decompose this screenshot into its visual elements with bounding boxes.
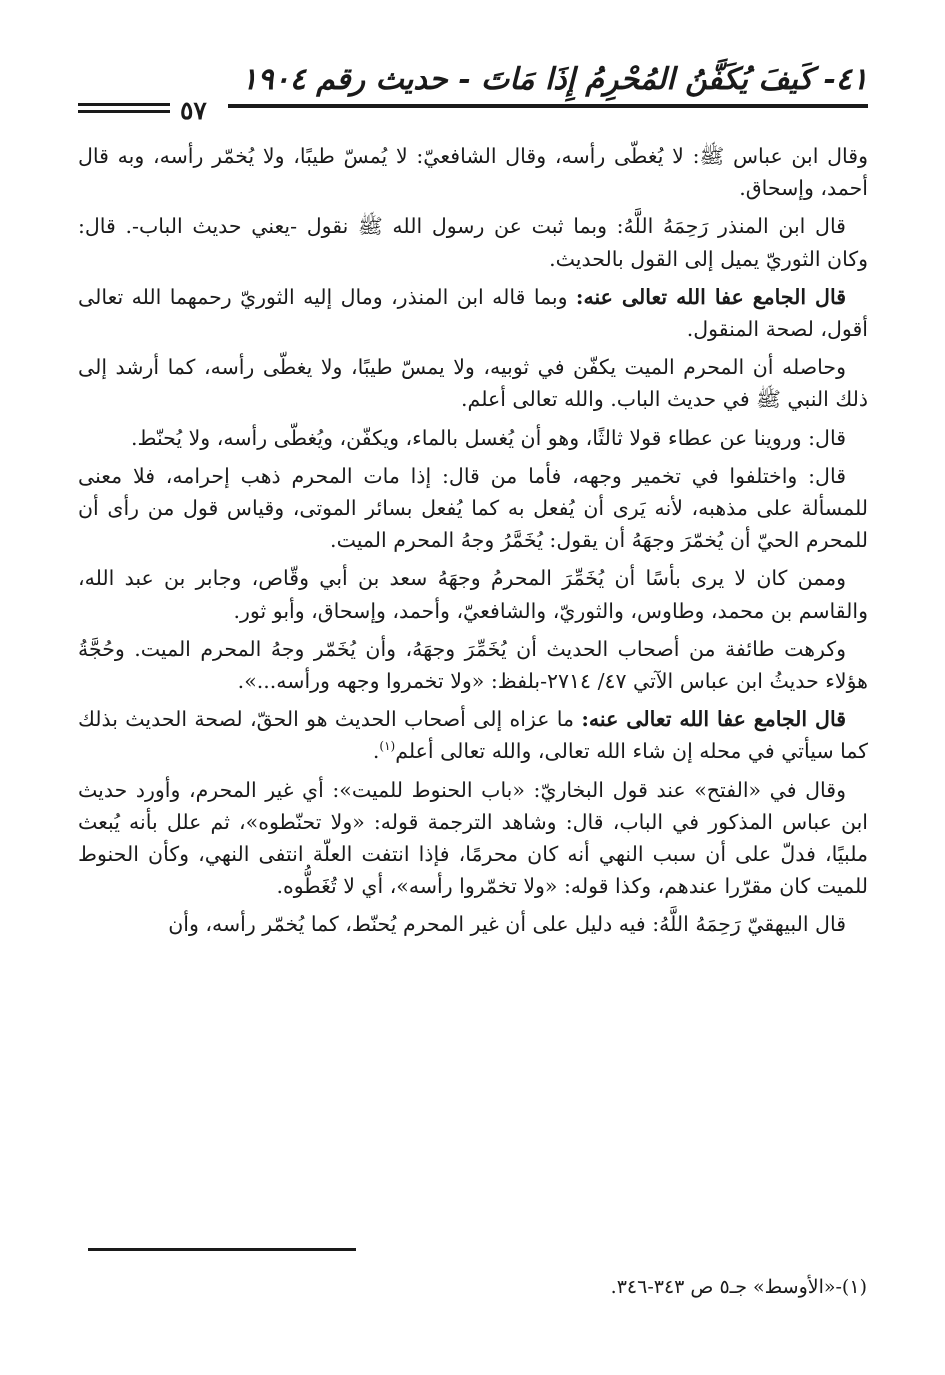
- author-lead: قال الجامع عفا الله تعالى عنه:: [581, 707, 846, 732]
- paragraph: قال الجامع عفا الله تعالى عنه: ما عزاه إلى أصحاب الحديث هو الحقّ، لصحة الحديث بذلك كما سيأتي في محله إن شاء الله تعالى، والله تعالى أعلم$^{(١)}$.: [78, 707, 868, 764]
- footnote: (١)-«الأوسط» جـ٥ ص ٣٤٣-٣٤٦.: [610, 1276, 867, 1298]
- header-double-rule-bottom: [78, 110, 170, 113]
- footnote-rule: [88, 1248, 356, 1251]
- body-text: [78, 140, 868, 947]
- paragraph: وقال في «الفتح» عند قول البخاريّ: «باب الحنوط للميت»: أي غير المحرم، وأورد حديث ابن عباس المذكور في الباب، قال: وشاهد الترجمة قوله: «ولا تحنّطوه»، ثم علل بأنه يُبعث ملبيًا، فدلّ على أن سبب النهي أنه كان محرمًا، فإذا انتفت العلّة انتفى النهي، وكأن الحنوط للميت كان مقرّرا عندهم، وكذا قوله: «ولا تخمّروا رأسه»، أي لا تُغَطُّوه.: [78, 777, 868, 899]
- header-rule: [228, 104, 868, 108]
- paragraph: وحاصله أن المحرم الميت يكفّن في ثوبيه، ولا يمسّ طيبًا، ولا يغطّى رأسه، كما أرشد إلى ذلك النبي ﷺ في حديث الباب. والله تعالى أعلم.: [78, 355, 868, 412]
- paragraph: قال: وروينا عن عطاء قولا ثالثًا، وهو أن يُغسل بالماء، ويكفّن، ويُغطّى رأسه، ولا يُحنّط.: [130, 425, 846, 450]
- page-number: ٥٧: [180, 96, 207, 125]
- paragraph: قال البيهقيّ رَحِمَهُ اللَّهُ: فيه دليل على أن غير المحرم يُحنّط، كما يُخمّر رأسه، وأن: [168, 912, 846, 937]
- author-lead: قال الجامع عفا الله تعالى عنه:: [575, 284, 846, 309]
- header-double-rule-top: [78, 103, 170, 106]
- paragraph: وكرهت طائفة من أصحاب الحديث أن يُخَمِّرَ وجهَهُ، وأن يُخَمّر وجهُ المحرم الميت. وحُجَّةُ هؤلاء حديثُ ابن عباس الآتي ٤٧/ ٢٧١٤-بلفظ: «ولا تخمروا وجهه ورأسه...».: [78, 636, 868, 694]
- page-header: [78, 62, 868, 125]
- chapter-title: ٤١- كَيفَ يُكَفَّنُ المُحْرِمُ إِذَا مَاتَ - حديث رقم ١٩٠٤: [241, 62, 868, 97]
- paragraph: قال ابن المنذر رَحِمَهُ اللَّهُ: وبما ثبت عن رسول الله ﷺ نقول -يعني حديث الباب-. قال: وكان الثوريّ يميل إلى القول بالحديث.: [78, 214, 868, 271]
- paragraph: قال الجامع عفا الله تعالى عنه: وبما قاله ابن المنذر، ومال إليه الثوريّ رحمهما الله تعالى أقول، لصحة المنقول.: [78, 284, 868, 342]
- paragraph: قال: واختلفوا في تخمير وجهه، فأما من قال: إذا مات المحرم ذهب إحرامه، فلا معنى للمسألة على مذهبه، لأنه يَرى أن يُفعل به كما يُفعل بسائر الموتى، وقياس قول من رأى أن للمحرم الحيّ أن يُخمّرَ وجهَهُ أن يقول: يُخَمَّرُ وجهُ المحرم الميت.: [78, 463, 868, 553]
- paragraph: وممن كان لا يرى بأسًا أن يُخَمِّرَ المحرمُ وجهَهُ سعد بن أبي وقّاص، وجابر بن عبد الله، والقاسم بن محمد، وطاوس، والثوريّ، والشافعيّ، وأحمد، وإسحاق، وأبو ثور.: [78, 566, 868, 623]
- paragraph: وقال ابن عباس ﷺ: لا يُغطّى رأسه، وقال الشافعيّ: لا يُمسّ طيبًا، ولا يُخمّر رأسه، وبه قال أحمد، وإسحاق.: [78, 144, 868, 201]
- footnote-ref: (١): [379, 739, 396, 754]
